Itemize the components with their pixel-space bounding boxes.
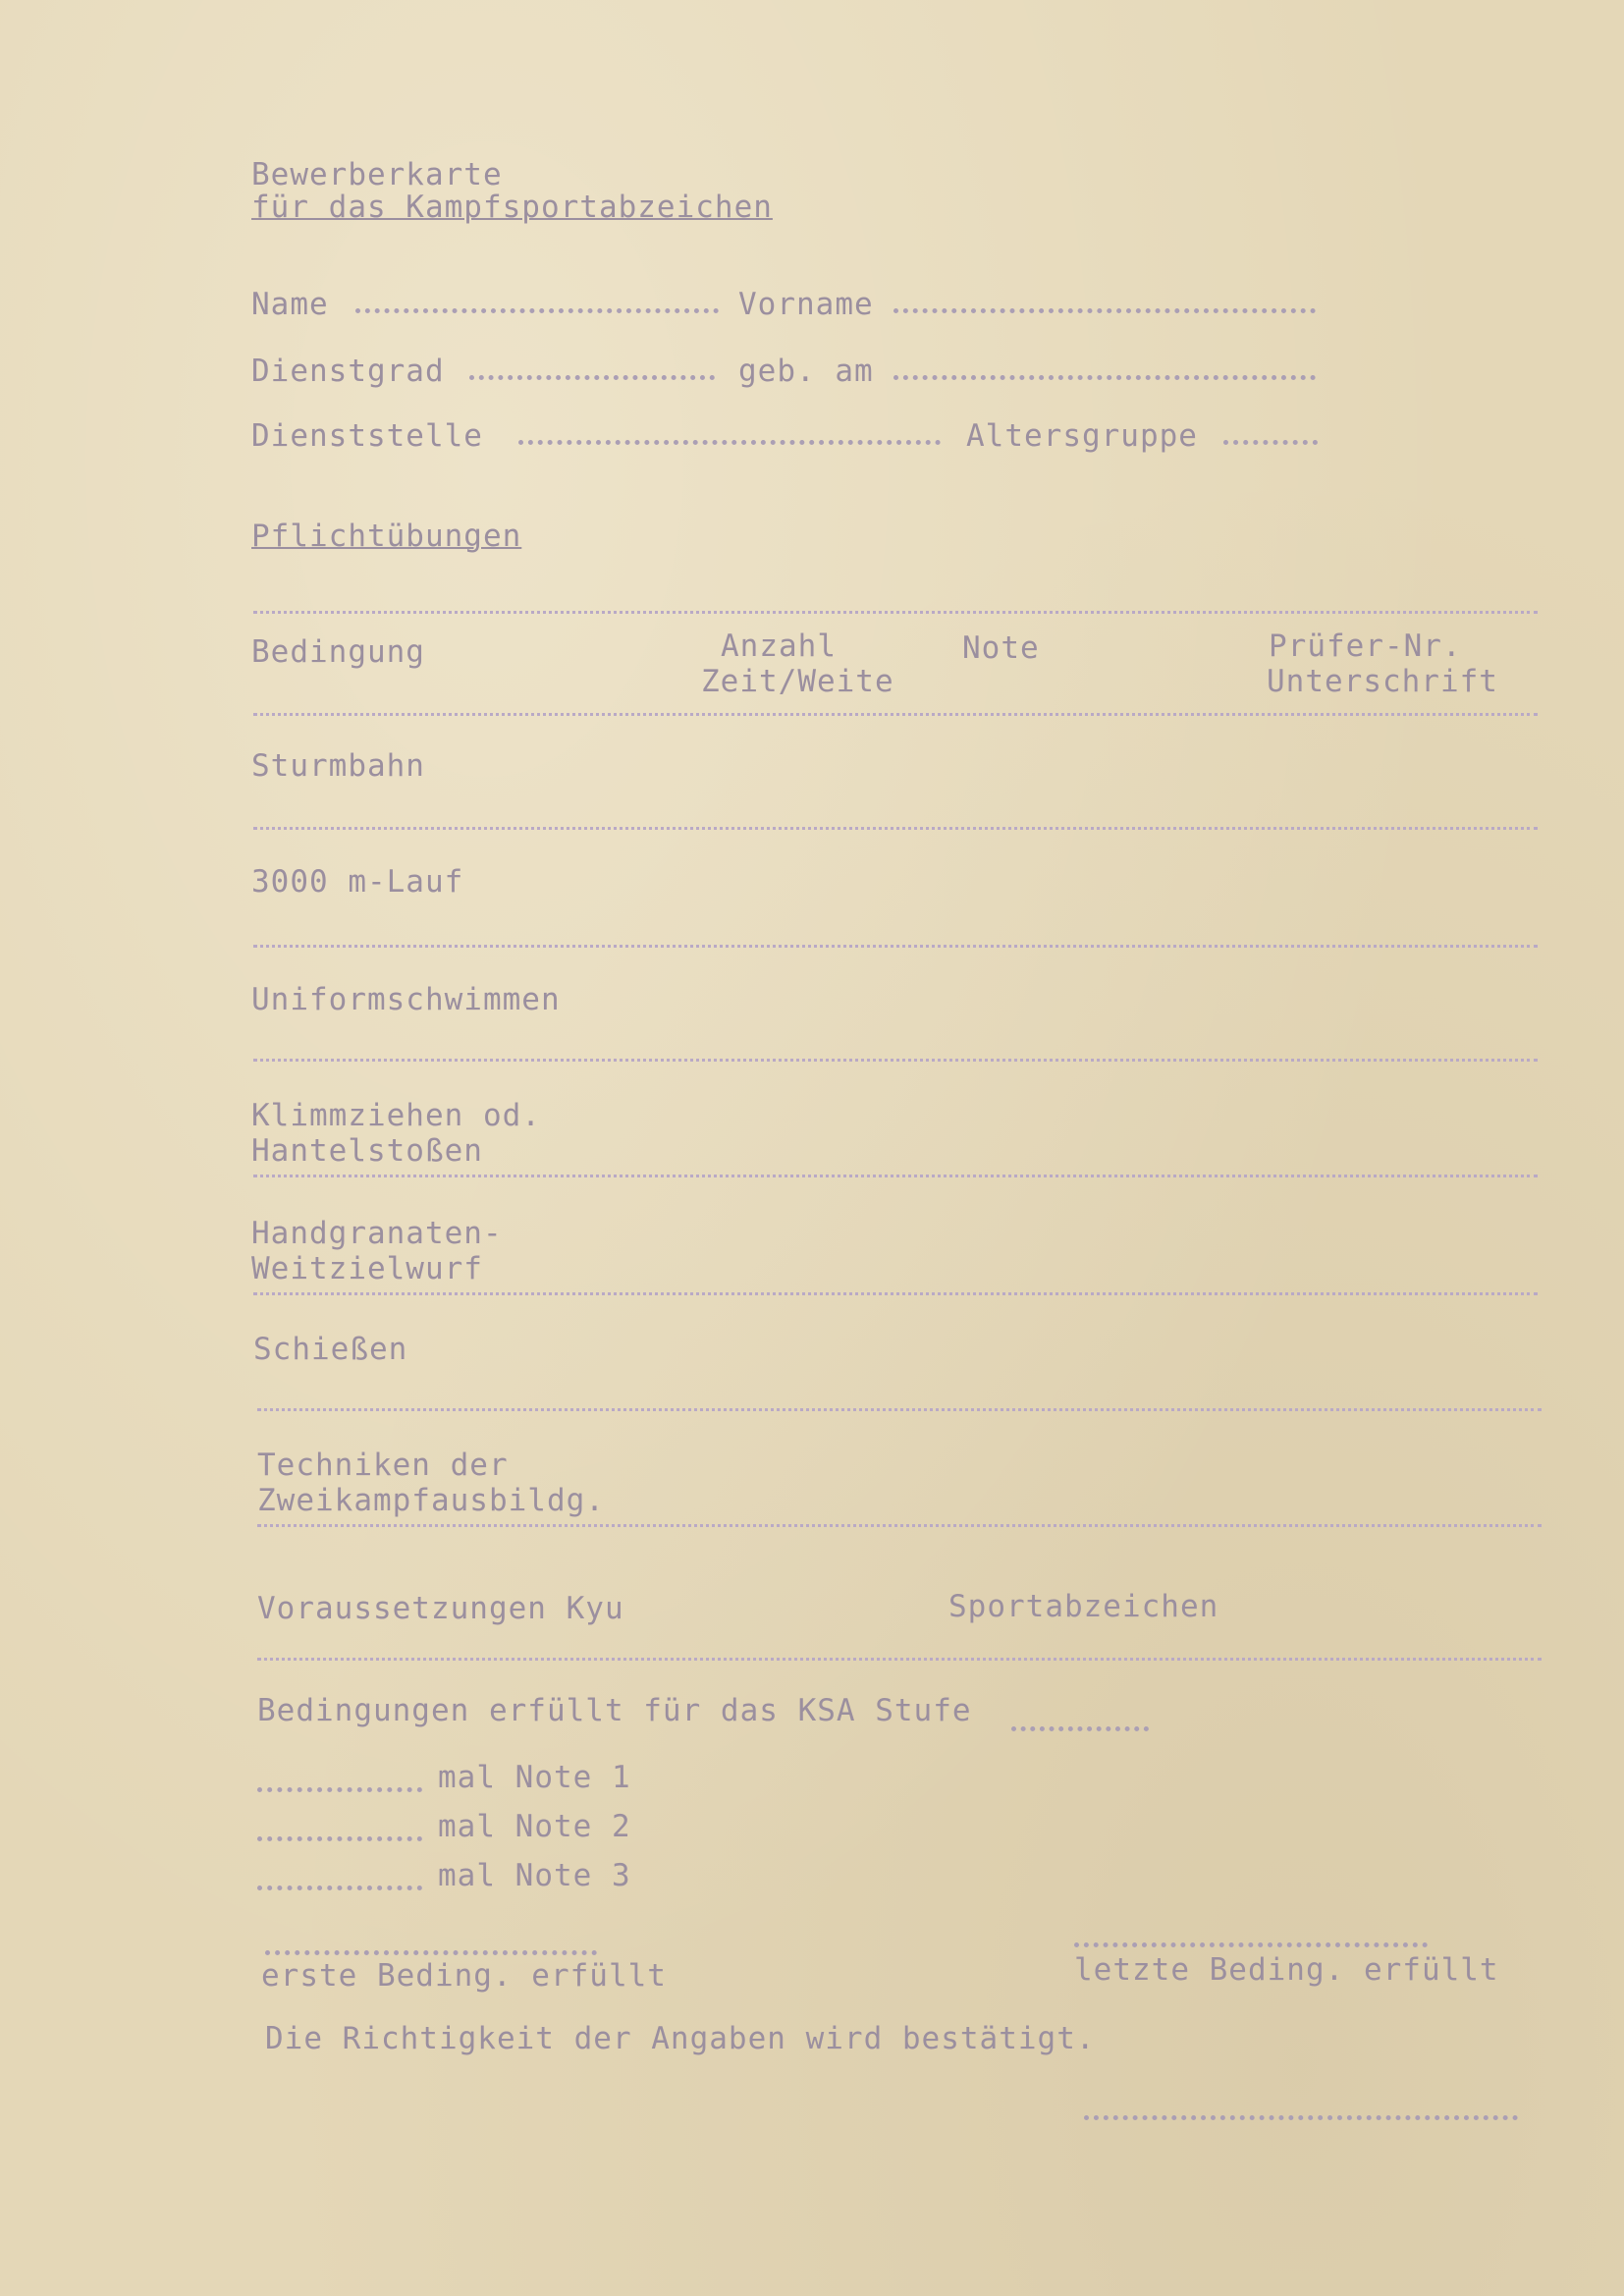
dienstgrad-label: Dienstgrad — [251, 354, 445, 389]
dienststelle-blank — [518, 440, 941, 445]
table-row-rule — [257, 1524, 1542, 1527]
note2-label: mal Note 2 — [438, 1809, 631, 1844]
note2-blank — [257, 1836, 422, 1841]
table-rule-top — [253, 611, 1538, 614]
dienststelle-label: Dienststelle — [251, 418, 483, 454]
dienstgrad-blank — [469, 375, 715, 380]
col-header-bedingung: Bedingung — [251, 634, 425, 670]
form-title-line1: Bewerberkarte — [251, 157, 503, 192]
note3-label: mal Note 3 — [438, 1858, 631, 1893]
table-row-rule — [253, 1292, 1538, 1295]
col-header-note: Note — [962, 630, 1040, 666]
section-title: Pflichtübungen — [251, 519, 522, 554]
stufe-blank — [1011, 1726, 1149, 1731]
name-label: Name — [251, 287, 329, 322]
table-row-label-cont: Zweikampfausbildg. — [257, 1483, 605, 1518]
altersgruppe-blank — [1223, 440, 1318, 445]
table-row-rule — [253, 945, 1538, 948]
table-row-label: 3000 m-Lauf — [251, 864, 464, 900]
name-blank — [355, 308, 719, 313]
table-row-rule — [257, 1408, 1542, 1411]
table-row-label-cont: Weitzielwurf — [251, 1251, 483, 1286]
table-row-label: Klimmziehen od. — [251, 1098, 541, 1133]
table-row-label: Sturmbahn — [251, 748, 425, 784]
table-row-label: Techniken der — [257, 1448, 509, 1483]
note3-blank — [257, 1886, 422, 1890]
table-row-label: Handgranaten- — [251, 1216, 503, 1251]
voraussetzungen-label: Voraussetzungen Kyu — [257, 1591, 624, 1626]
col-header-unterschrift: Unterschrift — [1267, 664, 1498, 699]
fulfilled-title: Bedingungen erfüllt für das KSA Stufe — [257, 1693, 972, 1728]
col-header-anzahl: Anzahl — [721, 629, 837, 664]
letzte-bedingung-label: letzte Beding. erfüllt — [1074, 1952, 1499, 1988]
table-rule-header — [253, 713, 1538, 716]
note1-label: mal Note 1 — [438, 1760, 631, 1795]
table-row-label: Uniformschwimmen — [251, 982, 561, 1017]
erste-bedingung-label: erste Beding. erfüllt — [261, 1958, 667, 1994]
table-row-label-cont: Hantelstoßen — [251, 1133, 483, 1169]
vorname-blank — [893, 308, 1316, 313]
geb-am-label: geb. am — [738, 354, 874, 389]
sportabzeichen-label: Sportabzeichen — [948, 1589, 1219, 1624]
form-title-line2: für das Kampfsportabzeichen — [251, 190, 773, 225]
final-signature-blank — [1084, 2115, 1518, 2120]
col-header-pruefer: Prüfer-Nr. — [1269, 629, 1462, 664]
vorname-label: Vorname — [738, 287, 874, 322]
geb-am-blank — [893, 375, 1316, 380]
letzte-signature-blank — [1074, 1942, 1428, 1947]
erste-signature-blank — [265, 1950, 597, 1955]
requirements-rule — [257, 1658, 1542, 1661]
note1-blank — [257, 1787, 422, 1792]
altersgruppe-label: Altersgruppe — [966, 418, 1198, 454]
table-row-rule — [253, 1059, 1538, 1062]
confirmation-text: Die Richtigkeit der Angaben wird bestätigt. — [265, 2021, 1096, 2056]
col-header-zeit-weite: Zeit/Weite — [701, 664, 894, 699]
table-row-rule — [253, 827, 1538, 830]
table-row-label: Schießen — [253, 1332, 408, 1367]
table-row-rule — [253, 1175, 1538, 1177]
